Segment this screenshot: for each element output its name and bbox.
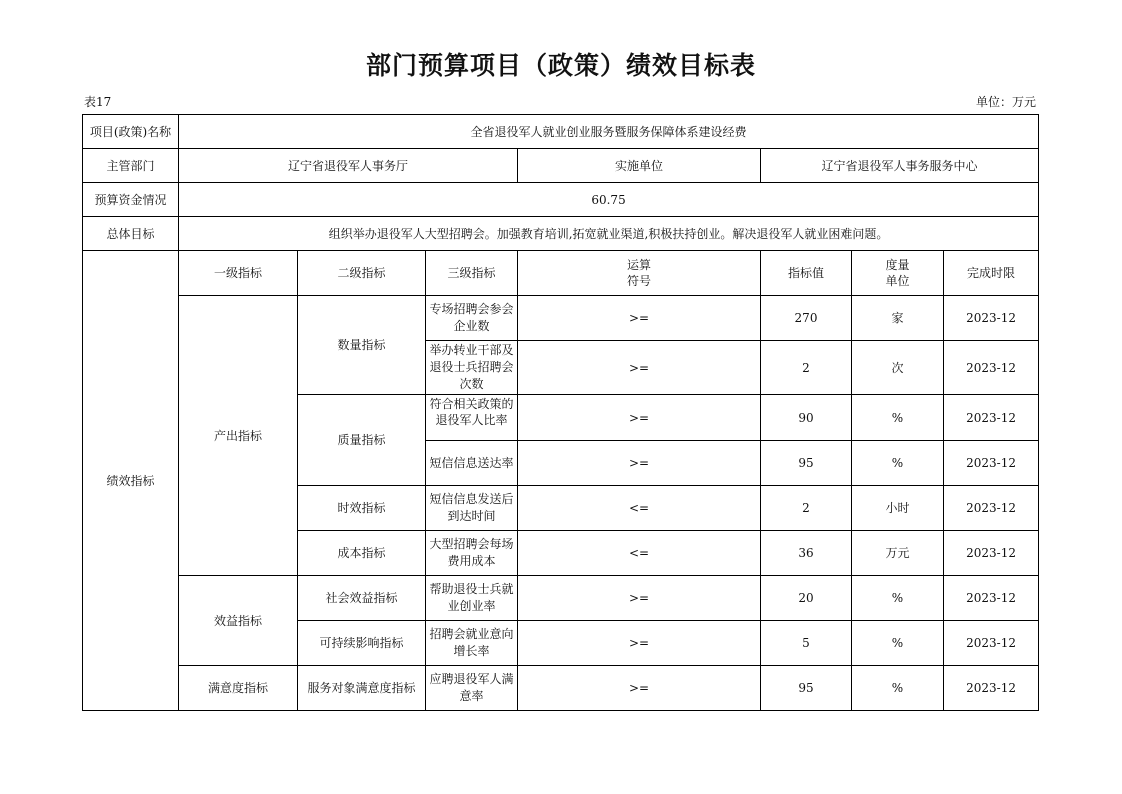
indicator-text: 符合相关政策的退役军人比率 bbox=[429, 397, 514, 427]
indicator-text: 招聘会就业意向增长率 bbox=[429, 627, 514, 658]
table-row bbox=[83, 576, 1039, 621]
value-cell: 95 bbox=[761, 666, 852, 711]
subgroup-social: 社会效益指标 bbox=[298, 576, 426, 621]
value-cell: 2 bbox=[761, 486, 852, 531]
subgroup-cost: 成本指标 bbox=[298, 531, 426, 576]
header-value: 指标值 bbox=[761, 251, 852, 296]
op-cell: >= bbox=[518, 341, 761, 395]
dept-label: 主管部门 bbox=[83, 149, 179, 183]
indicator-cell bbox=[426, 531, 518, 576]
value-cell: 5 bbox=[761, 621, 852, 666]
unit-cell: % bbox=[852, 441, 944, 486]
header-deadline: 完成时限 bbox=[944, 251, 1039, 296]
deadline-cell: 2023-12 bbox=[944, 666, 1039, 711]
indicator-text: 大型招聘会每场费用成本 bbox=[429, 537, 514, 568]
indicator-cell bbox=[426, 395, 518, 441]
project-row bbox=[83, 115, 1039, 149]
table-row bbox=[83, 666, 1039, 711]
indicator-text: 专场招聘会参会企业数 bbox=[429, 302, 514, 333]
header-op: 运算 符号 bbox=[518, 251, 761, 296]
group-output: 产出指标 bbox=[179, 296, 298, 576]
unit-cell: % bbox=[852, 395, 944, 441]
unit-cell: % bbox=[852, 621, 944, 666]
value-cell: 2 bbox=[761, 341, 852, 395]
goal-value: 组织举办退役军人大型招聘会。加强教育培训,拓宽就业渠道,积极扶持创业。解决退役军人就业困难问题。 bbox=[179, 217, 1039, 251]
budget-row bbox=[83, 183, 1039, 217]
header-level2: 二级指标 bbox=[298, 251, 426, 296]
header-level3: 三级指标 bbox=[426, 251, 518, 296]
value-cell: 20 bbox=[761, 576, 852, 621]
indicator-text: 短信信息送达率 bbox=[429, 455, 514, 470]
indicator-text: 帮助退役士兵就业创业率 bbox=[429, 582, 514, 613]
deadline-cell: 2023-12 bbox=[944, 441, 1039, 486]
deadline-cell: 2023-12 bbox=[944, 341, 1039, 395]
op-cell: >= bbox=[518, 666, 761, 711]
unit-cell: 次 bbox=[852, 341, 944, 395]
indicator-cell bbox=[426, 576, 518, 621]
indicator-text: 应聘退役军人满意率 bbox=[429, 672, 514, 703]
value-cell: 90 bbox=[761, 395, 852, 441]
subgroup-quantity: 数量指标 bbox=[298, 296, 426, 395]
subgroup-service: 服务对象满意度指标 bbox=[298, 666, 426, 711]
deadline-cell: 2023-12 bbox=[944, 531, 1039, 576]
goal-label: 总体目标 bbox=[83, 217, 179, 251]
op-cell: >= bbox=[518, 441, 761, 486]
unit-cell: % bbox=[852, 576, 944, 621]
impl-label: 实施单位 bbox=[518, 149, 761, 183]
table-number: 表17 bbox=[84, 95, 112, 109]
indicator-cell bbox=[426, 621, 518, 666]
indicator-text: 短信信息发送后到达时间 bbox=[429, 492, 514, 523]
deadline-cell: 2023-12 bbox=[944, 486, 1039, 531]
impl-value: 辽宁省退役军人事务服务中心 bbox=[761, 149, 1039, 183]
op-cell: <= bbox=[518, 531, 761, 576]
subgroup-timeliness: 时效指标 bbox=[298, 486, 426, 531]
indicator-cell bbox=[426, 296, 518, 341]
deadline-cell: 2023-12 bbox=[944, 395, 1039, 441]
table-row bbox=[83, 296, 1039, 341]
value-cell: 270 bbox=[761, 296, 852, 341]
header-row bbox=[83, 251, 1039, 296]
perf-label: 绩效指标 bbox=[83, 251, 179, 711]
performance-table bbox=[82, 114, 1039, 711]
group-satisfaction: 满意度指标 bbox=[179, 666, 298, 711]
budget-value: 60.75 bbox=[179, 183, 1039, 217]
subgroup-sustain: 可持续影响指标 bbox=[298, 621, 426, 666]
unit-cell: 小时 bbox=[852, 486, 944, 531]
project-name: 全省退役军人就业创业服务暨服务保障体系建设经费 bbox=[179, 115, 1039, 149]
unit-cell: 家 bbox=[852, 296, 944, 341]
op-cell: >= bbox=[518, 621, 761, 666]
unit-cell: 万元 bbox=[852, 531, 944, 576]
project-label: 项目(政策)名称 bbox=[83, 115, 179, 149]
op-cell: >= bbox=[518, 576, 761, 621]
subgroup-quality: 质量指标 bbox=[298, 395, 426, 486]
op-cell: <= bbox=[518, 486, 761, 531]
page-title: 部门预算项目（政策）绩效目标表 bbox=[365, 51, 756, 80]
unit-label: 单位：万元 bbox=[975, 95, 1036, 109]
deadline-cell: 2023-12 bbox=[944, 576, 1039, 621]
goal-row bbox=[83, 217, 1039, 251]
deadline-cell: 2023-12 bbox=[944, 621, 1039, 666]
indicator-cell bbox=[426, 666, 518, 711]
dept-value: 辽宁省退役军人事务厅 bbox=[179, 149, 518, 183]
dept-row bbox=[83, 149, 1039, 183]
value-cell: 36 bbox=[761, 531, 852, 576]
indicator-cell bbox=[426, 441, 518, 486]
value-cell: 95 bbox=[761, 441, 852, 486]
group-benefit: 效益指标 bbox=[179, 576, 298, 666]
indicator-text: 举办转业干部及退役士兵招聘会次数 bbox=[429, 343, 514, 391]
budget-label: 预算资金情况 bbox=[83, 183, 179, 217]
indicator-cell bbox=[426, 341, 518, 395]
op-cell: >= bbox=[518, 296, 761, 341]
header-unit: 度量 单位 bbox=[852, 251, 944, 296]
op-cell: >= bbox=[518, 395, 761, 441]
unit-cell: % bbox=[852, 666, 944, 711]
indicator-cell bbox=[426, 486, 518, 531]
deadline-cell: 2023-12 bbox=[944, 296, 1039, 341]
header-level1: 一级指标 bbox=[179, 251, 298, 296]
